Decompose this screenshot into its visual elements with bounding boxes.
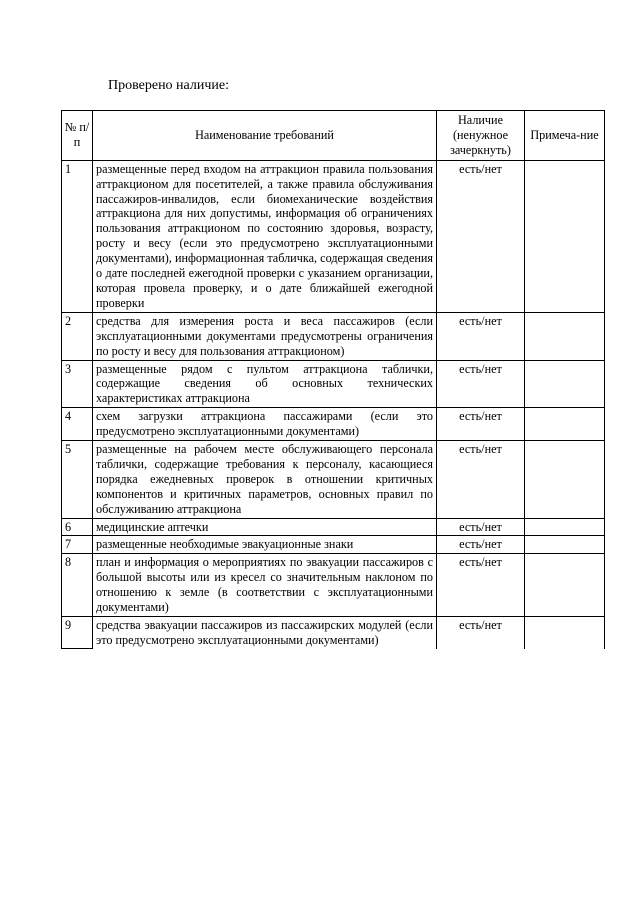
table-row	[62, 441, 605, 519]
row-note	[525, 441, 605, 519]
row-availability: есть/нет	[437, 518, 525, 536]
row-requirement: средства для измерения роста и веса пассажиров (если эксплуатационными документами предусмотрены ограничения по росту и весу для пользования аттракционом)	[93, 312, 437, 360]
row-note	[525, 536, 605, 554]
row-note	[525, 617, 605, 649]
table-row	[62, 536, 605, 554]
table-row	[62, 312, 605, 360]
row-availability: есть/нет	[437, 441, 525, 519]
row-availability: есть/нет	[437, 312, 525, 360]
row-note	[525, 360, 605, 408]
row-availability: есть/нет	[437, 617, 525, 649]
header-note: Примеча-ние	[525, 111, 605, 161]
row-num: 1	[62, 160, 93, 312]
table-row	[62, 408, 605, 441]
intro-text: Проверено наличие:	[108, 78, 230, 93]
row-note	[525, 160, 605, 312]
requirements-table	[61, 110, 605, 649]
row-note	[525, 518, 605, 536]
row-requirement: размещенные перед входом на аттракцион правила пользования аттракционом для посетителей, а также правила обслуживания пассажиров-инвалидов, если биомеханические воздействия аттракциона для них допустимы, информация об ограничениях пользования аттракционом по состоянию здоровья, возрасту, росту и весу (если это предусмотрено эксплуатационными документами), информационная табличка, содержащая сведения о дате последней ежегодной проверки с указанием организации, которая провела проверку, и о дате ближайшей ежегодной проверки	[93, 160, 437, 312]
header-num: № п/п	[62, 111, 93, 161]
row-requirement: план и информация о мероприятиях по эвакуации пассажиров с большой высоты или из кресел со значительным наклоном по отношению к земле (в соответствии с эксплуатационными документами)	[93, 554, 437, 617]
row-availability: есть/нет	[437, 160, 525, 312]
row-num: 7	[62, 536, 93, 554]
row-availability: есть/нет	[437, 554, 525, 617]
row-num: 9	[62, 617, 93, 649]
row-requirement: размещенные необходимые эвакуационные знаки	[93, 536, 437, 554]
row-num: 8	[62, 554, 93, 617]
row-num: 6	[62, 518, 93, 536]
header-name: Наименование требований	[93, 111, 437, 161]
row-requirement: медицинские аптечки	[93, 518, 437, 536]
table-row	[62, 360, 605, 408]
row-availability: есть/нет	[437, 360, 525, 408]
row-note	[525, 408, 605, 441]
row-num: 3	[62, 360, 93, 408]
table-row	[62, 554, 605, 617]
table-row	[62, 617, 605, 649]
row-num: 2	[62, 312, 93, 360]
row-note	[525, 312, 605, 360]
row-num: 4	[62, 408, 93, 441]
header-availability: Наличие (ненужное зачеркнуть)	[437, 111, 525, 161]
table-header-row	[62, 111, 605, 161]
row-requirement: схем загрузки аттракциона пассажирами (если это предусмотрено эксплуатационными документами)	[93, 408, 437, 441]
row-requirement: размещенные рядом с пультом аттракциона таблички, содержащие сведения об основных технических характеристиках аттракциона	[93, 360, 437, 408]
row-requirement: размещенные на рабочем месте обслуживающего персонала таблички, содержащие требования к персоналу, касающиеся порядка ежедневных проверок в отношении критичных компонентов и критичных параметров, основных правил по обслуживанию аттракциона	[93, 441, 437, 519]
row-availability: есть/нет	[437, 408, 525, 441]
table-row	[62, 160, 605, 312]
row-note	[525, 554, 605, 617]
row-num: 5	[62, 441, 93, 519]
row-availability: есть/нет	[437, 536, 525, 554]
row-requirement: средства эвакуации пассажиров из пассажирских модулей (если это предусмотрено эксплуатационными документами)	[93, 617, 437, 649]
table-row	[62, 518, 605, 536]
